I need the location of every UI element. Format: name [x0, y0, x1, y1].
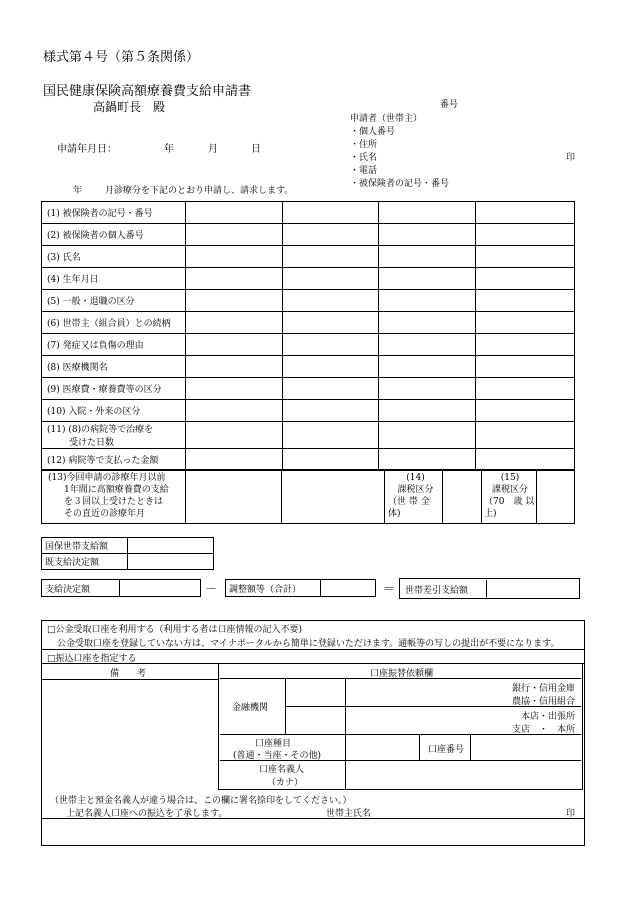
- adjustment-label: 調整額等（合計）: [226, 580, 321, 597]
- row-label: (2) 被保険者の個人番号: [42, 224, 186, 246]
- input-cell[interactable]: [185, 202, 282, 224]
- row13-line: (13)今回申請の診療年月以前: [48, 473, 166, 483]
- decision-amount-label: 支給決定額: [42, 580, 120, 597]
- tax-line: 上): [484, 509, 497, 519]
- tax-line: (15): [500, 473, 520, 483]
- input-cell[interactable]: [185, 378, 282, 400]
- input-cell[interactable]: [476, 422, 575, 449]
- input-cell[interactable]: [282, 268, 379, 290]
- input-cell[interactable]: [379, 422, 476, 449]
- input-cell[interactable]: [185, 334, 282, 356]
- input-cell[interactable]: [476, 378, 575, 400]
- input-cell[interactable]: [476, 246, 575, 268]
- application-date-month[interactable]: 月: [208, 144, 218, 155]
- row-label-line: (11) (8)の病院等で治療を: [47, 425, 154, 435]
- household-amount-input[interactable]: [127, 538, 213, 554]
- row-label: (7) 発症又は負傷の理由: [42, 334, 186, 356]
- account-type-options[interactable]: (普通・当座・その他): [233, 751, 322, 761]
- institution-label: 金融機関: [232, 703, 269, 713]
- tax-class-household: [388, 472, 443, 520]
- input-cell[interactable]: [185, 312, 282, 334]
- input-cell[interactable]: [379, 202, 476, 224]
- table-row: [42, 312, 575, 334]
- input-cell[interactable]: [476, 202, 575, 224]
- decision-amount-table: [41, 579, 201, 597]
- row-label: (12) 病院等で支払った金額: [42, 449, 186, 471]
- equals-sign: ＝: [383, 582, 396, 596]
- row13-label: [48, 472, 169, 520]
- householder-name-label[interactable]: 世帯主氏名: [326, 809, 372, 819]
- form-title: 国民健康保険高額療養費支給申請書: [43, 84, 252, 99]
- table-row: [42, 356, 575, 378]
- applicant-phone[interactable]: ・電話: [350, 166, 378, 176]
- input-cell[interactable]: [185, 290, 282, 312]
- row-label: (9) 医療費・療養費等の区分: [42, 378, 186, 400]
- row13-line: 1年間に高額療養費の支給: [64, 485, 169, 495]
- input-cell[interactable]: [282, 290, 379, 312]
- consent-note: （世帯主と預金名義人が違う場合は、この欄に署名捺印をしてください。）: [50, 796, 352, 806]
- row-label: (4) 生年月日: [42, 268, 186, 290]
- divider: [41, 649, 585, 650]
- input-cell[interactable]: [282, 246, 379, 268]
- decision-amount-input[interactable]: [119, 580, 200, 597]
- household-amount-table: [41, 537, 214, 570]
- applicant-personal-number[interactable]: ・個人番号: [350, 127, 396, 137]
- intro-text: 月診療分を下記のとおり申請し、請求します。: [105, 186, 294, 196]
- table-row: [42, 422, 575, 449]
- tax-line: 体): [388, 509, 401, 519]
- bank-types-1: 銀行・信用金庫: [511, 684, 575, 694]
- input-cell[interactable]: [185, 268, 282, 290]
- tax-line: （70 歳 以: [484, 497, 535, 507]
- input-cell[interactable]: [476, 449, 575, 471]
- input-cell[interactable]: [282, 224, 379, 246]
- input-cell[interactable]: [379, 246, 476, 268]
- applicant-name[interactable]: ・氏名: [350, 153, 378, 163]
- table-row: [42, 449, 575, 471]
- tax-line: （世 帯 全: [388, 497, 430, 507]
- input-cell[interactable]: [282, 400, 379, 422]
- tax-class-household-input[interactable]: [442, 469, 482, 524]
- divider: [41, 818, 585, 819]
- input-cell[interactable]: [185, 224, 282, 246]
- table-row: [42, 334, 575, 356]
- public-account-checkbox[interactable]: □公金受取口座を利用する（利用する者は口座情報の記入不要): [47, 625, 303, 635]
- input-cell[interactable]: [476, 356, 575, 378]
- row-label: (3) 氏名: [42, 246, 186, 268]
- householder-seal: 印: [566, 809, 576, 819]
- input-cell[interactable]: [379, 449, 476, 471]
- public-account-note: 公金受取口座を登録していない方は、マイナポータルから簡単に登録いただけます。通帳等の写しの提出が不要になります。: [57, 639, 560, 649]
- application-date-year[interactable]: 年: [164, 144, 174, 155]
- already-decided-input[interactable]: [127, 554, 213, 570]
- input-cell[interactable]: [379, 378, 476, 400]
- divider: [285, 706, 581, 707]
- account-holder-kana: （カナ）: [267, 778, 304, 788]
- input-cell[interactable]: [476, 268, 575, 290]
- divider: [470, 734, 471, 760]
- input-cell[interactable]: [185, 422, 282, 449]
- account-type-label: 口座種目: [255, 739, 292, 749]
- row-label-days: [42, 422, 186, 449]
- minus-sign: －: [205, 582, 218, 596]
- branch-types-1: 本店・出張所: [520, 712, 575, 722]
- input-cell[interactable]: [379, 312, 476, 334]
- input-cell[interactable]: [379, 400, 476, 422]
- input-cell[interactable]: [282, 334, 379, 356]
- row-label: (1) 被保険者の記号・番号: [42, 202, 186, 224]
- input-cell[interactable]: [476, 224, 575, 246]
- tax-line: (14): [406, 473, 425, 483]
- divider: [486, 580, 487, 597]
- input-cell[interactable]: [282, 422, 379, 449]
- table-row: [42, 202, 575, 224]
- insured-details-table: [41, 201, 575, 471]
- application-date-day[interactable]: 日: [251, 144, 261, 155]
- intro-year[interactable]: 年: [73, 186, 83, 196]
- remarks-label: 備 考: [110, 669, 147, 679]
- account-holder-label: 口座名義人: [259, 765, 305, 775]
- number-label: 番号: [440, 100, 459, 110]
- input-cell[interactable]: [476, 334, 575, 356]
- application-date-label: 申請年月日：: [57, 144, 117, 155]
- addressee: 高鍋町長 殿: [93, 100, 166, 114]
- bank-types-2: 農協・信用組合: [511, 697, 575, 707]
- input-cell[interactable]: [185, 246, 282, 268]
- row13-input[interactable]: [281, 469, 385, 524]
- adjustment-table: [225, 579, 376, 597]
- form-number: 様式第４号（第５条関係）: [43, 50, 200, 65]
- table-row: [42, 268, 575, 290]
- input-cell[interactable]: [379, 224, 476, 246]
- table-row: [42, 378, 575, 400]
- account-number-label: 口座番号: [428, 745, 465, 755]
- tax-line: 課税区分: [491, 485, 528, 495]
- input-cell[interactable]: [185, 356, 282, 378]
- input-cell[interactable]: [476, 290, 575, 312]
- input-cell[interactable]: [282, 312, 379, 334]
- table-row: [42, 290, 575, 312]
- row13-input[interactable]: [185, 469, 282, 524]
- input-cell[interactable]: [282, 378, 379, 400]
- input-cell[interactable]: [476, 312, 575, 334]
- table-row: [42, 224, 575, 246]
- row-label: (10) 入院・外来の区分: [42, 400, 186, 422]
- row-label: (5) 一般・退職の区分: [42, 290, 186, 312]
- divider: [41, 679, 218, 680]
- consent-text: 上記名義人口座への振込を了承します。: [66, 809, 228, 819]
- input-cell[interactable]: [379, 356, 476, 378]
- applicant-seal: 印: [566, 153, 576, 163]
- applicant-heading: 申請者（世帯主）: [350, 114, 423, 124]
- input-cell[interactable]: [379, 334, 476, 356]
- branch-types-2: 支店 ・ 本所: [511, 725, 575, 735]
- input-cell[interactable]: [379, 290, 476, 312]
- already-decided-label: 既支給決定額: [42, 554, 128, 570]
- row-label: (8) 医療機関名: [42, 356, 186, 378]
- divider: [220, 678, 581, 679]
- input-cell[interactable]: [185, 400, 282, 422]
- transfer-account-checkbox[interactable]: □振込口座を指定する: [47, 654, 137, 664]
- account-type-input[interactable]: [345, 734, 420, 760]
- row-label: (6) 世帯主（組合員）との続柄: [42, 312, 186, 334]
- row13-line: その直近の診療年月: [64, 509, 146, 519]
- input-cell[interactable]: [282, 356, 379, 378]
- input-cell[interactable]: [476, 400, 575, 422]
- tax-class-over70: [484, 472, 536, 520]
- divider: [345, 760, 346, 789]
- transfer-heading: 口座振替依頼欄: [370, 669, 434, 679]
- table-row: [42, 246, 575, 268]
- applicant-insured-symbol[interactable]: ・被保険者の記号・番号: [350, 179, 450, 189]
- applicant-address[interactable]: ・住所: [350, 140, 378, 150]
- divider: [536, 469, 537, 524]
- household-amount-label: 国保世帯支給額: [42, 538, 128, 554]
- input-cell[interactable]: [282, 202, 379, 224]
- adjustment-input[interactable]: [321, 580, 376, 597]
- tax-line: 課税区分: [397, 485, 434, 495]
- input-cell[interactable]: [379, 268, 476, 290]
- input-cell[interactable]: [282, 449, 379, 471]
- net-amount-label: 世帯差引支給額: [405, 586, 469, 596]
- divider: [220, 760, 581, 761]
- input-cell[interactable]: [185, 449, 282, 471]
- row-label-line: 受けた日数: [69, 438, 115, 448]
- table-row: [42, 400, 575, 422]
- row13-line: を３回以上受けたときは: [64, 497, 164, 507]
